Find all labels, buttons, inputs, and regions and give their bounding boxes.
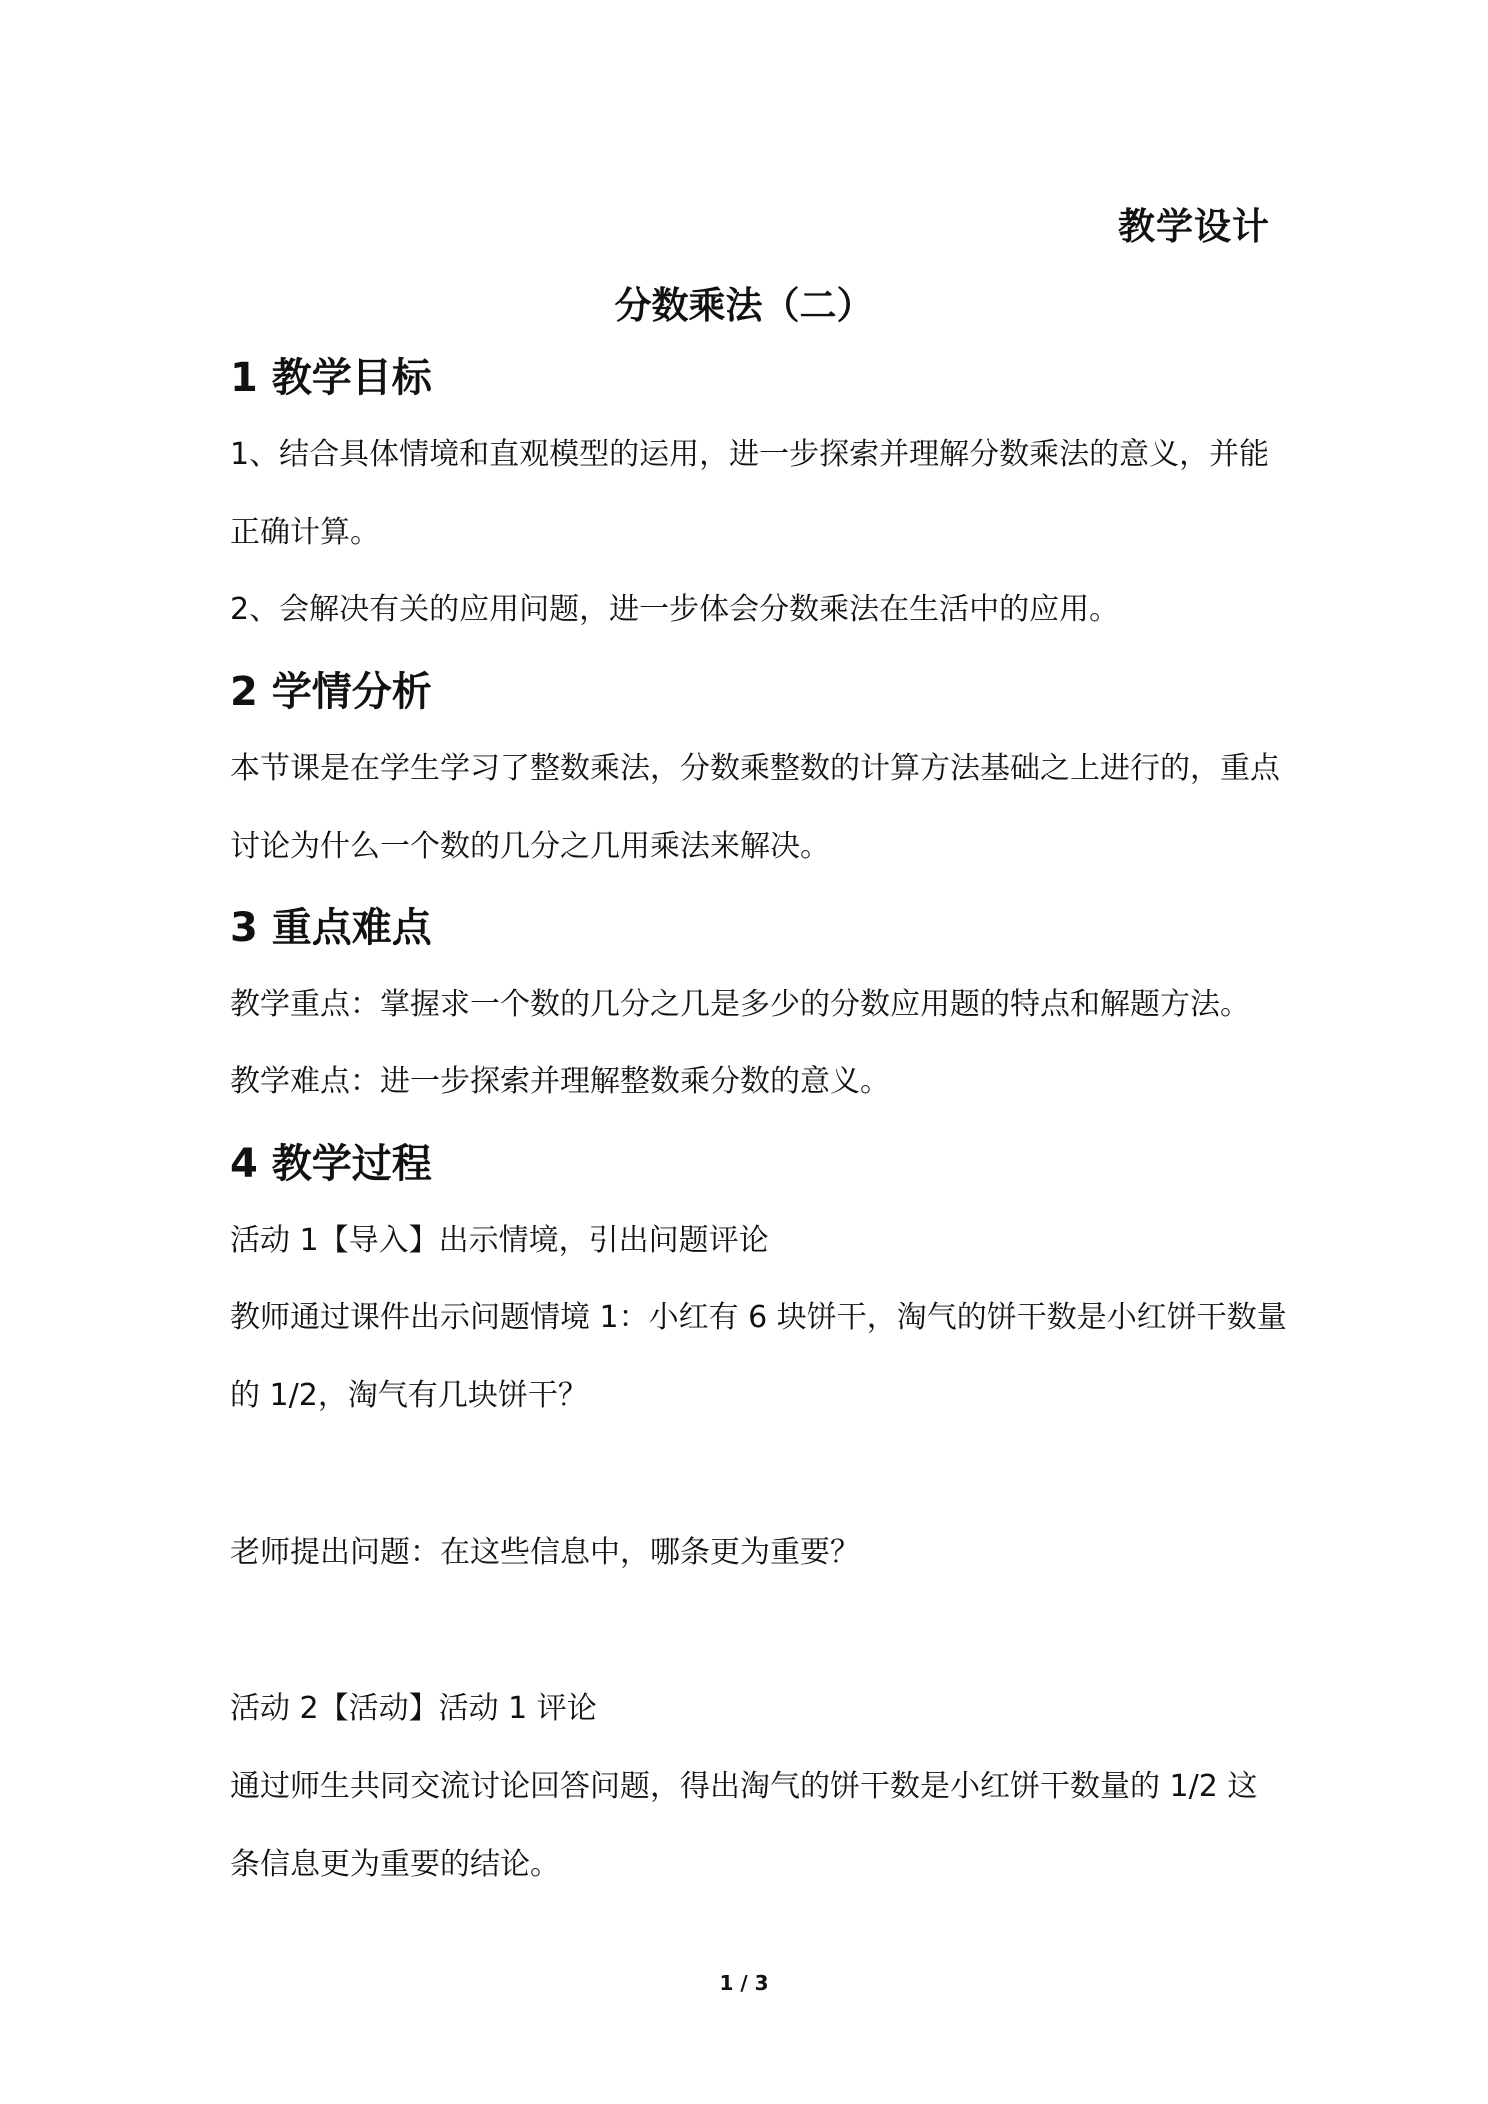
paragraph-line: 教学重点：掌握求一个数的几分之几是多少的分数应用题的特点和解题方法。 (230, 987, 1250, 1022)
paragraph-line: 2、会解决有关的应用问题，进一步体会分数乘法在生活中的应用。 (230, 592, 1120, 627)
paragraph-line: 老师提出问题：在这些信息中，哪条更为重要？ (230, 1535, 860, 1570)
paragraph-line: 教学难点：进一步探索并理解整数乘分数的意义。 (230, 1064, 890, 1099)
section-heading-key-points: 3 重点难点 (230, 905, 432, 951)
document-title: 教学设计 (1118, 205, 1270, 248)
paragraph-line: 讨论为什么一个数的几分之几用乘法来解决。 (230, 829, 830, 864)
paragraph-line: 1、结合具体情境和直观模型的运用，进一步探索并理解分数乘法的意义，并能 (230, 437, 1270, 472)
paragraph-line: 教师通过课件出示问题情境 1：小红有 6 块饼干，淘气的饼干数是小红饼干数量 (230, 1300, 1287, 1335)
section-heading-process: 4 教学过程 (230, 1141, 432, 1187)
paragraph-line: 通过师生共同交流讨论回答问题，得出淘气的饼干数是小红饼干数量的 1/2 这 (230, 1769, 1258, 1804)
paragraph-line: 活动 1【导入】出示情境，引出问题评论 (230, 1223, 769, 1258)
paragraph-line: 活动 2【活动】活动 1 评论 (230, 1691, 597, 1726)
paragraph-line: 的 1/2，淘气有几块饼干？ (230, 1378, 588, 1413)
paragraph-line: 本节课是在学生学习了整数乘法，分数乘整数的计算方法基础之上进行的，重点 (230, 751, 1280, 786)
page-indicator: 1 / 3 (719, 1971, 769, 1995)
paragraph-line: 正确计算。 (230, 515, 380, 550)
document-subtitle: 分数乘法（二） (614, 284, 874, 327)
section-heading-analysis: 2 学情分析 (230, 669, 432, 715)
section-heading-objectives: 1 教学目标 (230, 355, 432, 401)
paragraph-line: 条信息更为重要的结论。 (230, 1847, 560, 1882)
